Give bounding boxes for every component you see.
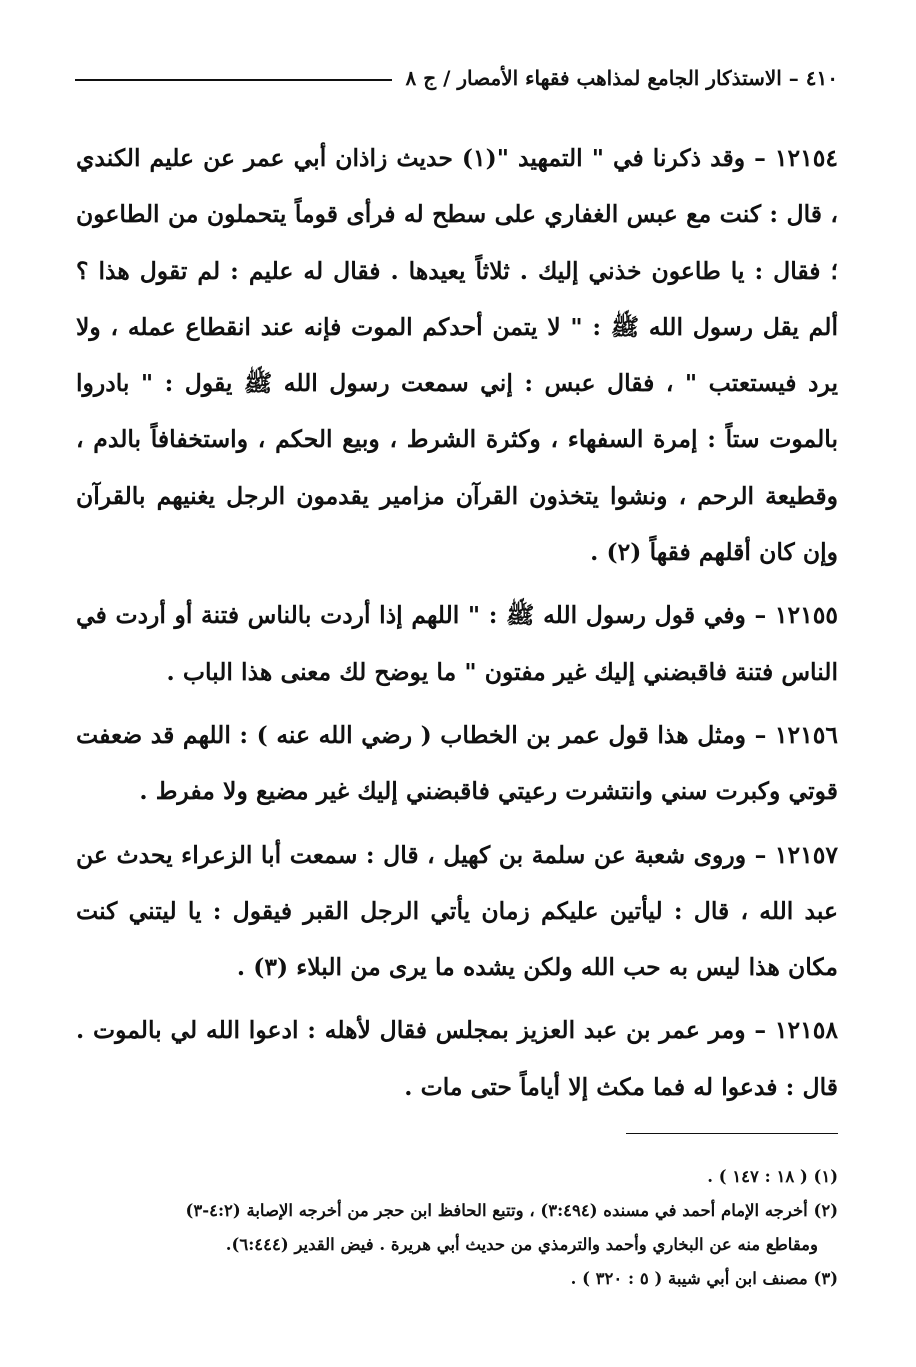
paragraph-12157: ١٢١٥٧ – وروى شعبة عن سلمة بن كهيل ، قال : سمعت أبا الزعراء يحدث عن عبد الله ، قال : ليأتين عليكم زمان يأتي الرجل القبر فيقول : يا ليتني كنت مكان هذا ليس به حب الله ولكن يشده ما يرى من البلاء (٣) . (76, 840, 838, 982)
running-header (75, 58, 838, 98)
paragraph-12156: ١٢١٥٦ – ومثل هذا قول عمر بن الخطاب ( رضي الله عنه ) : اللهم قد ضعفت قوتي وكبرت سني وانتشرت رعيتي فاقبضني إليك غير مضيع ولا مفرط . (76, 720, 838, 806)
footnote-1: (١) ( ١٨ : ١٤٧ ) . (707, 1167, 838, 1186)
footnote-3: (٣) مصنف ابن أبي شيبة ( ٥ : ٣٢٠ ) . (570, 1269, 838, 1288)
footnote-separator (626, 1133, 838, 1134)
paragraph-12154: ١٢١٥٤ – وقد ذكرنا في " التمهيد "(١) حديث زاذان أبي عمر عن عليم الكندي ، قال : كنت مع عبس الغفاري على سطح له فرأى قوماً يتحملون من الطاعون ؛ فقال : يا طاعون خذني إليك . ثلاثاً يعيدها . فقال له عليم : لم تقول هذا ؟ ألم يقل رسول الله ﷺ : " لا يتمن أحدكم الموت فإنه عند انقطاع عمله ، ولا يرد فيستعتب " ، فقال عبس : إني سمعت رسول الله ﷺ يقول : " بادروا بالموت ستاً : إمرة السفهاء ، وكثرة الشرط ، وبيع الحكم ، واستخفافاً بالدم ، وقطيعة الرحم ، ونشوا يتخذون القرآن مزامير يقدمون الرجل يغنيهم بالقرآن وإن كان أقلهم فقهاً (٢) . (76, 144, 838, 567)
running-header-title: ٤١٠ – الاستذكار الجامع لمذاهب فقهاء الأمصار / ج ٨ (405, 66, 838, 90)
paragraph-12158: ١٢١٥٨ – ومر عمر بن عبد العزيز بمجلس فقال لأهله : ادعوا الله لي بالموت . قال : فدعوا له فما مكث إلا أياماً حتى مات . (76, 1016, 838, 1101)
footnote-2: (٢) أخرجه الإمام أحمد في مسنده (٣:٤٩٤) ، وتتبع الحافظ ابن حجر من أخرجه الإصابة (٤:٢-٣) (185, 1201, 838, 1220)
paragraph-12155: ١٢١٥٥ – وفي قول رسول الله ﷺ : " اللهم إذا أردت بالناس فتنة أو أردت في الناس فتنة فاقبضني إليك غير مفتون " ما يوضح لك معنى هذا الباب . (76, 601, 838, 686)
header-rule (75, 79, 392, 81)
footnote-2-continued: ومقاطع منه عن البخاري وأحمد والترمذي من حديث أبي هريرة . فيض القدير (٦:٤٤٤). (225, 1235, 818, 1254)
footnotes (60, 1160, 838, 1296)
main-text (76, 130, 838, 1115)
